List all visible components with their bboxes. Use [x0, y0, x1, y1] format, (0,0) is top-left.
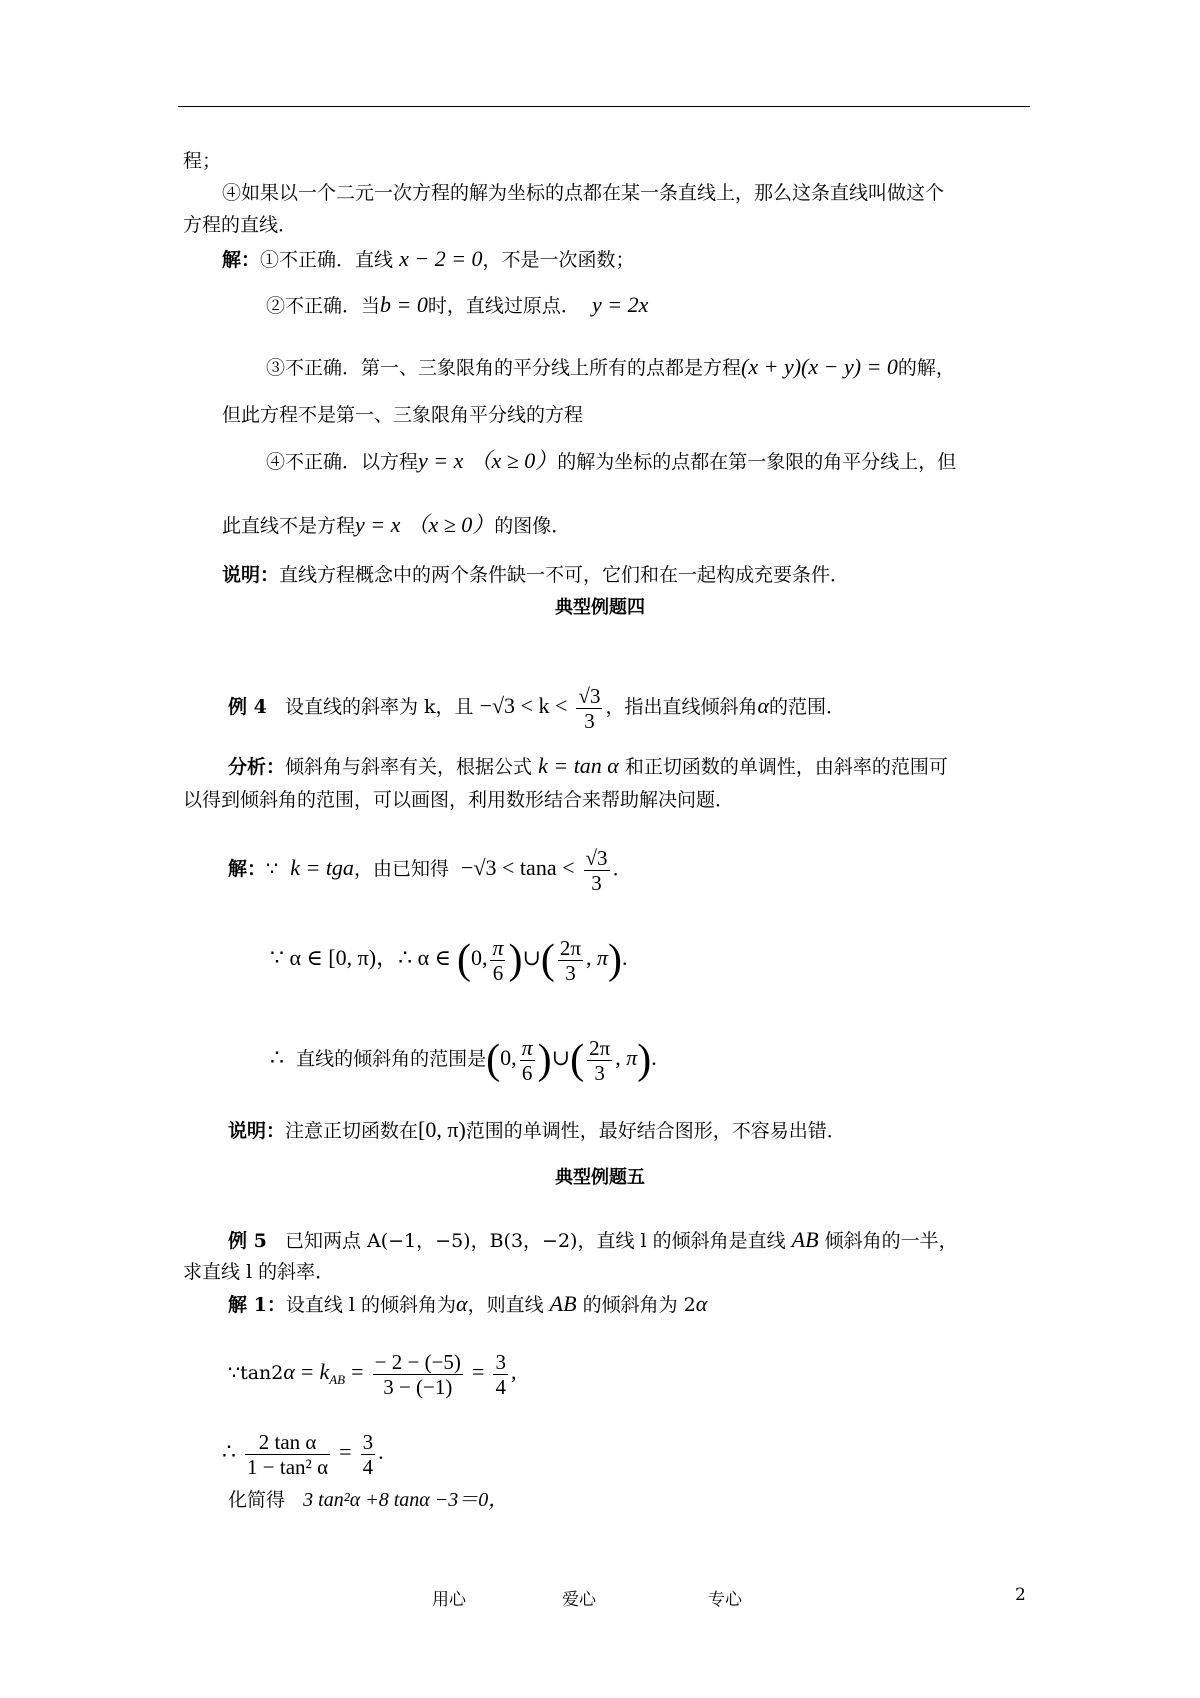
denominator: 3 — [594, 1060, 605, 1085]
fraction — [361, 1430, 376, 1479]
solution-line-4 — [266, 448, 956, 475]
fraction — [373, 1350, 463, 1399]
text: ∵ — [266, 858, 279, 880]
fraction — [576, 684, 602, 733]
text: 的解为坐标的点都在第一象限的角平分线上，但 — [557, 451, 957, 473]
note-label: 说明： — [228, 1120, 286, 1142]
example-4-solution-1 — [228, 838, 632, 899]
subscript: AB — [329, 1371, 346, 1387]
math: (x + y)(x − y) = 0 — [741, 354, 898, 379]
page-number: 2 — [1015, 1585, 1026, 1605]
example-5-question — [228, 1227, 958, 1254]
text: 的图像． — [494, 515, 571, 537]
fraction — [493, 1350, 508, 1399]
text: 化简得 — [228, 1489, 286, 1511]
numerator: 3 — [362, 1429, 374, 1454]
analysis-line-1 — [228, 753, 948, 780]
text-line: 程； — [183, 150, 222, 172]
paren: ) — [637, 1037, 652, 1083]
math: α — [695, 1291, 708, 1316]
paren: ) — [608, 937, 623, 983]
example-5-solution-1 — [228, 1291, 707, 1318]
text: 的解， — [897, 357, 955, 379]
footer-text: 专心 — [708, 1590, 742, 1610]
numerator: 2 tan α — [245, 1430, 330, 1455]
solution-line-4b — [222, 512, 570, 539]
math: AB — [791, 1227, 819, 1252]
text: 时，直线过原点． — [427, 295, 580, 317]
denominator: 3 — [565, 960, 576, 985]
denominator: 6 — [521, 1060, 533, 1085]
text: ④不正确．以方程 — [266, 451, 419, 473]
solution-label: 解： — [228, 858, 267, 880]
fraction — [490, 936, 505, 985]
text: 直线的倾斜角的范围是 — [296, 1048, 487, 1070]
denominator: 4 — [362, 1454, 374, 1479]
math: AB — [549, 1291, 577, 1316]
math: b = 0 — [380, 292, 428, 317]
numerator: π — [492, 934, 504, 960]
example-4-solution-2: ∵ α ∈ [0, π)，∴ α ∈ (0, $\frac{\pi}{6}$ )∪( $\frac{2\pi}{3}$ , π). — [270, 934, 628, 985]
text: ，指出直线倾斜角 — [605, 696, 758, 718]
numerator: 3 — [495, 1349, 506, 1374]
text: ①不正确．直线 — [260, 249, 394, 271]
fraction — [584, 846, 610, 895]
text: ②不正确．当 — [266, 295, 381, 317]
numerator: √3 — [578, 683, 601, 708]
denominator: 3 − (−1) — [383, 1374, 453, 1399]
math: −√3 < tana < — [461, 855, 575, 880]
denominator: 6 — [492, 960, 504, 985]
fraction — [245, 1430, 330, 1479]
math: α — [757, 693, 770, 718]
fraction — [558, 936, 583, 985]
math: k = tan α — [538, 753, 619, 778]
math: y = x — [418, 448, 464, 473]
solution-line-3 — [266, 354, 955, 381]
fraction — [587, 1036, 612, 1085]
text: 此直线不是方程 — [222, 515, 356, 537]
math: k — [319, 1359, 330, 1384]
text: 和正切函数的单调性，由斜率的范围可 — [624, 756, 948, 778]
paren: ( — [456, 937, 471, 983]
text: ∵tan2 — [228, 1362, 284, 1384]
section-heading: 典型例题五 — [555, 1167, 645, 1188]
text-line: ④如果以一个二元一次方程的解为坐标的点都在某一条直线上，那么这条直线叫做这个 — [222, 182, 945, 204]
paren: ) — [508, 937, 523, 983]
numerator: 2π — [589, 1035, 611, 1060]
example-4-question — [228, 676, 845, 737]
paren: ) — [537, 1037, 552, 1083]
example-4-solution-3: ∴ 直线的倾斜角的范围是(0, $\frac{\pi}{6}$ )∪( $\frac{2\pi}{3}$ , π). — [270, 1034, 657, 1085]
math: π — [626, 1045, 638, 1070]
fraction — [520, 1036, 535, 1085]
math: x − 2 = 0 — [399, 246, 483, 271]
math: −√3 < k < — [479, 693, 568, 718]
footer-text: 用心 — [432, 1590, 466, 1610]
section-heading: 典型例题四 — [555, 597, 645, 618]
math: （x ≥ 0） — [469, 448, 558, 473]
math: α — [456, 1291, 468, 1316]
analysis-label: 分析： — [228, 756, 286, 778]
text: 设直线 l 的倾斜角为 — [285, 1294, 456, 1316]
text: 直线方程概念中的两个条件缺一不可，它们和在一起构成充要条件． — [279, 564, 850, 586]
example-label: 例 5 — [228, 1230, 267, 1252]
solution-line-1 — [222, 246, 635, 273]
text: 已知两点 A(−1，−5)，B(3，−2)，直线 l 的倾斜角是直线 — [284, 1230, 786, 1252]
numerator: √3 — [585, 845, 608, 870]
math: k = tga — [290, 855, 354, 880]
text: 倾斜角与斜率有关，根据公式 — [285, 756, 533, 778]
math: α — [283, 1359, 295, 1384]
text: ③不正确．第一、三象限角的平分线上所有的点都是方程 — [266, 357, 742, 379]
text: ，由已知得 — [353, 858, 449, 880]
text: 倾斜角的一半， — [824, 1230, 958, 1252]
math: 3 tan²α +8 tanα −3＝0， — [303, 1489, 509, 1511]
paren: ( — [540, 937, 555, 983]
numerator: − 2 − (−5) — [374, 1349, 461, 1374]
solution-line-2 — [266, 292, 648, 319]
footer-text: 爱心 — [562, 1590, 596, 1610]
example-5-simplify — [228, 1487, 508, 1513]
denominator: 4 — [495, 1374, 506, 1399]
text: 范围的单调性，最好结合图形，不容易出错． — [465, 1120, 846, 1142]
example-5-equation-1: ∵tan2α = $k_{AB}$ = $\frac{- 2 - (-5)}{3 - (-1)}$ = $\frac{3}{4}$ , — [228, 1349, 517, 1399]
text: ，则直线 — [467, 1294, 544, 1316]
math: y = x — [355, 512, 401, 537]
paren: ( — [486, 1037, 501, 1083]
note-2 — [228, 1117, 846, 1144]
text-line: 方程的直线． — [183, 214, 298, 236]
note-1 — [222, 562, 849, 588]
header-rule — [178, 106, 1030, 107]
denominator: 1 − tan² α — [247, 1454, 329, 1479]
text: 注意正切函数在 — [285, 1120, 419, 1142]
numerator: 2π — [559, 935, 582, 960]
solution-label: 解： — [222, 249, 261, 271]
denominator: 3 — [591, 870, 602, 895]
solution-label: 解 1： — [228, 1294, 286, 1316]
text: 的倾斜角为 2 — [582, 1294, 696, 1316]
numerator: π — [521, 1034, 533, 1060]
text: ，不是一次函数； — [482, 249, 635, 271]
math: ∴ — [270, 1045, 284, 1070]
text: 设直线的斜率为 k，且 — [284, 696, 474, 718]
math: ∵ α ∈ [0, π)，∴ α ∈ — [270, 945, 451, 970]
math: y = 2x — [591, 292, 649, 317]
example-5-question-2: 求直线 l 的斜率． — [183, 1261, 335, 1283]
math: [0, π) — [418, 1117, 466, 1142]
note-label: 说明： — [222, 564, 280, 586]
solution-line-3b: 但此方程不是第一、三象限角平分线的方程 — [222, 404, 584, 426]
text: 的范围． — [769, 696, 846, 718]
denominator: 3 — [584, 708, 595, 733]
example-5-equation-2: ∴ $\frac{\text{2 tan α}}{\text{1 − tan² α}}$ = $\frac{3}{4}$ . — [222, 1429, 384, 1479]
math: （x ≥ 0） — [406, 512, 495, 537]
paren: ( — [570, 1037, 585, 1083]
analysis-line-2: 以得到倾斜角的范围，可以画图，利用数形结合来帮助解决问题． — [183, 789, 735, 811]
text: ． — [612, 858, 632, 880]
math: π — [597, 945, 609, 970]
example-label: 例 4 — [228, 696, 267, 718]
